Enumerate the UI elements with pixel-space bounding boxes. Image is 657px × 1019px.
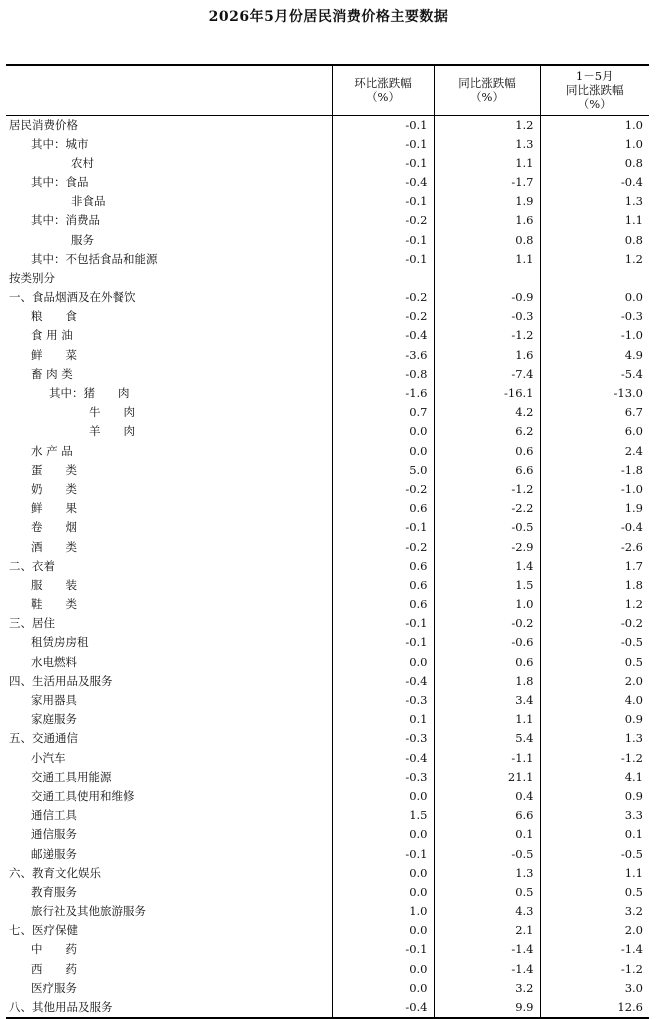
yoy-value: -0.9 bbox=[434, 288, 540, 307]
ytd-yoy-value: 0.1 bbox=[540, 825, 649, 844]
row-label: 其中：城市 bbox=[31, 136, 89, 151]
yoy-value: 1.1 bbox=[434, 710, 540, 729]
ytd-yoy-value bbox=[540, 269, 649, 288]
row-label: 旅行社及其他旅游服务 bbox=[31, 904, 146, 919]
mom-value: -0.1 bbox=[332, 844, 434, 863]
mom-value: -0.2 bbox=[332, 480, 434, 499]
mom-value: -0.8 bbox=[332, 365, 434, 384]
mom-value: 0.6 bbox=[332, 499, 434, 518]
header-mom-label: 环比涨跌幅 bbox=[354, 76, 412, 91]
mom-value: -0.1 bbox=[332, 250, 434, 269]
row-label: 通信工具 bbox=[31, 808, 77, 823]
mom-value: -0.1 bbox=[332, 614, 434, 633]
table-row bbox=[6, 787, 649, 806]
yoy-value: -1.2 bbox=[434, 326, 540, 345]
yoy-value: 6.2 bbox=[434, 422, 540, 441]
table-row bbox=[6, 883, 649, 902]
row-label: 八、其他用品及服务 bbox=[6, 998, 332, 1018]
mom-value: 0.0 bbox=[332, 787, 434, 806]
table-row bbox=[6, 902, 649, 921]
ytd-yoy-value: 1.1 bbox=[540, 864, 649, 883]
row-label: 水 产 品 bbox=[31, 443, 73, 458]
row-label: 四、生活用品及服务 bbox=[9, 673, 113, 688]
row-label: 租赁房房租 bbox=[31, 635, 89, 650]
mom-value: -0.2 bbox=[332, 211, 434, 230]
mom-value: 0.0 bbox=[332, 825, 434, 844]
yoy-value: -0.3 bbox=[434, 307, 540, 326]
table-row bbox=[6, 384, 649, 403]
mom-value: -0.1 bbox=[332, 115, 434, 135]
ytd-yoy-value: 3.3 bbox=[540, 806, 649, 825]
yoy-value: 1.0 bbox=[434, 595, 540, 614]
ytd-yoy-value: -1.4 bbox=[540, 940, 649, 959]
table-row bbox=[6, 173, 649, 192]
row-label: 农村 bbox=[71, 155, 94, 170]
mom-value: -0.4 bbox=[332, 998, 434, 1018]
table-row bbox=[6, 211, 649, 230]
mom-value: 0.0 bbox=[332, 442, 434, 461]
ytd-yoy-value: -5.4 bbox=[540, 365, 649, 384]
table-row bbox=[6, 115, 649, 135]
row-label: 粮 食 bbox=[31, 309, 77, 324]
table-row bbox=[6, 192, 649, 211]
row-label: 水电燃料 bbox=[31, 654, 77, 669]
row-label: 服 装 bbox=[31, 577, 77, 592]
mom-value: -0.2 bbox=[332, 288, 434, 307]
table-row bbox=[6, 365, 649, 384]
table-row bbox=[6, 499, 649, 518]
header-yoy-change bbox=[434, 65, 540, 115]
mom-value: 0.0 bbox=[332, 653, 434, 672]
yoy-value: -16.1 bbox=[434, 384, 540, 403]
row-label: 非食品 bbox=[71, 194, 106, 209]
ytd-yoy-value: 1.0 bbox=[540, 115, 649, 135]
yoy-value: -0.5 bbox=[434, 844, 540, 863]
table-row bbox=[6, 442, 649, 461]
ytd-yoy-value: 3.2 bbox=[540, 902, 649, 921]
row-label: 西 药 bbox=[31, 961, 77, 976]
mom-value: 0.0 bbox=[332, 921, 434, 940]
yoy-value: -1.2 bbox=[434, 480, 540, 499]
yoy-value: 5.4 bbox=[434, 729, 540, 748]
page-title: 2026年5月份居民消费价格主要数据 bbox=[208, 9, 449, 25]
mom-value bbox=[332, 269, 434, 288]
yoy-value: 4.3 bbox=[434, 902, 540, 921]
mom-value: -3.6 bbox=[332, 346, 434, 365]
mom-value: -0.2 bbox=[332, 537, 434, 556]
table-row bbox=[6, 422, 649, 441]
table-row bbox=[6, 230, 649, 249]
yoy-value: 1.6 bbox=[434, 346, 540, 365]
table-row bbox=[6, 307, 649, 326]
ytd-yoy-value: -0.3 bbox=[540, 307, 649, 326]
row-label: 六、教育文化娱乐 bbox=[9, 865, 101, 880]
row-label: 五、交通通信 bbox=[9, 731, 78, 746]
table-row bbox=[6, 940, 649, 959]
header-yoy-label: 同比涨跌幅 bbox=[458, 76, 516, 91]
ytd-yoy-value: 0.0 bbox=[540, 288, 649, 307]
row-label: 鞋 类 bbox=[31, 597, 77, 612]
header-ytd-unit: （%） bbox=[577, 97, 612, 112]
table-row bbox=[6, 749, 649, 768]
ytd-yoy-value: -1.0 bbox=[540, 326, 649, 345]
yoy-value: 0.1 bbox=[434, 825, 540, 844]
ytd-yoy-value: 0.5 bbox=[540, 653, 649, 672]
ytd-yoy-value: -0.4 bbox=[540, 173, 649, 192]
mom-value: -0.1 bbox=[332, 940, 434, 959]
ytd-yoy-value: 0.5 bbox=[540, 883, 649, 902]
row-label: 教育服务 bbox=[31, 884, 77, 899]
row-label: 医疗服务 bbox=[31, 980, 77, 995]
row-label: 服务 bbox=[71, 232, 94, 247]
mom-value: -0.4 bbox=[332, 326, 434, 345]
ytd-yoy-value: 0.9 bbox=[540, 710, 649, 729]
yoy-value: -0.2 bbox=[434, 614, 540, 633]
yoy-value: 0.8 bbox=[434, 230, 540, 249]
mom-value: -0.1 bbox=[332, 154, 434, 173]
ytd-yoy-value: 1.2 bbox=[540, 595, 649, 614]
yoy-value: 1.1 bbox=[434, 154, 540, 173]
yoy-value: 1.5 bbox=[434, 576, 540, 595]
yoy-value: 3.2 bbox=[434, 979, 540, 998]
mom-value: -0.4 bbox=[332, 672, 434, 691]
table-row bbox=[6, 557, 649, 576]
table-row bbox=[6, 250, 649, 269]
yoy-value: 0.5 bbox=[434, 883, 540, 902]
yoy-value: 1.1 bbox=[434, 250, 540, 269]
row-label: 交通工具用能源 bbox=[31, 769, 112, 784]
mom-value: 0.0 bbox=[332, 422, 434, 441]
row-label: 鲜 果 bbox=[31, 501, 77, 516]
ytd-yoy-value: -0.5 bbox=[540, 633, 649, 652]
mom-value: -0.3 bbox=[332, 729, 434, 748]
mom-value: -0.4 bbox=[332, 749, 434, 768]
ytd-yoy-value: -1.8 bbox=[540, 461, 649, 480]
header-label-column bbox=[6, 65, 332, 115]
row-label: 通信服务 bbox=[31, 827, 77, 842]
table-row bbox=[6, 844, 649, 863]
mom-value: -0.3 bbox=[332, 768, 434, 787]
ytd-yoy-value: 1.0 bbox=[540, 135, 649, 154]
header-yoy-unit: （%） bbox=[470, 90, 504, 105]
yoy-value: -0.5 bbox=[434, 518, 540, 537]
mom-value: -0.1 bbox=[332, 230, 434, 249]
ytd-yoy-value: 1.7 bbox=[540, 557, 649, 576]
row-label: 三、居住 bbox=[9, 616, 55, 631]
mom-value: -0.1 bbox=[332, 633, 434, 652]
table-row bbox=[6, 825, 649, 844]
mom-value: -0.1 bbox=[332, 135, 434, 154]
row-label: 二、衣着 bbox=[9, 558, 55, 573]
table-row bbox=[6, 269, 649, 288]
ytd-yoy-value: -2.6 bbox=[540, 537, 649, 556]
ytd-yoy-value: 0.8 bbox=[540, 154, 649, 173]
ytd-yoy-value: 6.0 bbox=[540, 422, 649, 441]
row-label: 家庭服务 bbox=[31, 712, 77, 727]
table-row bbox=[6, 614, 649, 633]
yoy-value: 2.1 bbox=[434, 921, 540, 940]
mom-value: 0.0 bbox=[332, 979, 434, 998]
mom-value: -0.4 bbox=[332, 173, 434, 192]
header-ytd-label: 同比涨跌幅 bbox=[566, 83, 624, 98]
row-label: 小汽车 bbox=[31, 750, 66, 765]
table-row bbox=[6, 537, 649, 556]
mom-value: 0.6 bbox=[332, 595, 434, 614]
table-row bbox=[6, 768, 649, 787]
yoy-value: 1.3 bbox=[434, 864, 540, 883]
table-row bbox=[6, 326, 649, 345]
mom-value: 0.6 bbox=[332, 557, 434, 576]
table-row bbox=[6, 346, 649, 365]
table-row bbox=[6, 806, 649, 825]
table-row bbox=[6, 653, 649, 672]
yoy-value: 1.9 bbox=[434, 192, 540, 211]
yoy-value: 4.2 bbox=[434, 403, 540, 422]
yoy-value: 1.4 bbox=[434, 557, 540, 576]
yoy-value: 1.3 bbox=[434, 135, 540, 154]
ytd-yoy-value: 1.2 bbox=[540, 250, 649, 269]
ytd-yoy-value: 4.9 bbox=[540, 346, 649, 365]
yoy-value: -1.7 bbox=[434, 173, 540, 192]
ytd-yoy-value: 1.8 bbox=[540, 576, 649, 595]
row-label: 其中：猪 肉 bbox=[49, 386, 130, 401]
row-label: 家用器具 bbox=[31, 693, 77, 708]
row-label: 食 用 油 bbox=[31, 328, 73, 343]
row-label: 交通工具使用和维修 bbox=[31, 788, 135, 803]
ytd-yoy-value: 4.1 bbox=[540, 768, 649, 787]
mom-value: 1.0 bbox=[332, 902, 434, 921]
table-row bbox=[6, 403, 649, 422]
cpi-data-table bbox=[6, 64, 649, 1019]
ytd-yoy-value: 2.0 bbox=[540, 672, 649, 691]
ytd-yoy-value: 1.3 bbox=[540, 729, 649, 748]
mom-value: -0.1 bbox=[332, 518, 434, 537]
mom-value: -1.6 bbox=[332, 384, 434, 403]
ytd-yoy-value: 4.0 bbox=[540, 691, 649, 710]
ytd-yoy-value: -1.2 bbox=[540, 960, 649, 979]
mom-value: 0.7 bbox=[332, 403, 434, 422]
yoy-value: 0.4 bbox=[434, 787, 540, 806]
table-row bbox=[6, 979, 649, 998]
table-row bbox=[6, 480, 649, 499]
table-row bbox=[6, 921, 649, 940]
table-row bbox=[6, 998, 649, 1018]
table-row bbox=[6, 710, 649, 729]
ytd-yoy-value: 1.1 bbox=[540, 211, 649, 230]
row-label: 牛 肉 bbox=[89, 405, 135, 420]
mom-value: 5.0 bbox=[332, 461, 434, 480]
row-label: 奶 类 bbox=[31, 481, 77, 496]
ytd-yoy-value: 1.3 bbox=[540, 192, 649, 211]
mom-value: 1.5 bbox=[332, 806, 434, 825]
row-label: 畜 肉 类 bbox=[31, 366, 73, 381]
ytd-yoy-value: -1.0 bbox=[540, 480, 649, 499]
ytd-yoy-value: 2.4 bbox=[540, 442, 649, 461]
yoy-value: 0.6 bbox=[434, 442, 540, 461]
table-row bbox=[6, 518, 649, 537]
ytd-yoy-value: -0.2 bbox=[540, 614, 649, 633]
ytd-yoy-value: 1.9 bbox=[540, 499, 649, 518]
row-label: 蛋 类 bbox=[31, 462, 77, 477]
mom-value: -0.1 bbox=[332, 192, 434, 211]
row-label: 按类别分 bbox=[9, 270, 55, 285]
row-label: 卷 烟 bbox=[31, 520, 77, 535]
yoy-value: -2.9 bbox=[434, 537, 540, 556]
table-row bbox=[6, 154, 649, 173]
ytd-yoy-value: -1.2 bbox=[540, 749, 649, 768]
header-ytd-yoy-change bbox=[540, 65, 649, 115]
ytd-yoy-value: 2.0 bbox=[540, 921, 649, 940]
row-label: 其中：食品 bbox=[31, 174, 89, 189]
row-label: 居民消费价格 bbox=[9, 117, 78, 132]
table-row bbox=[6, 633, 649, 652]
table-row bbox=[6, 960, 649, 979]
yoy-value: -0.6 bbox=[434, 633, 540, 652]
yoy-value: 9.9 bbox=[434, 998, 540, 1018]
ytd-yoy-value: 3.0 bbox=[540, 979, 649, 998]
ytd-yoy-value: -0.4 bbox=[540, 518, 649, 537]
table-row bbox=[6, 135, 649, 154]
yoy-value: 21.1 bbox=[434, 768, 540, 787]
row-label: 酒 类 bbox=[31, 539, 77, 554]
yoy-value: -1.4 bbox=[434, 960, 540, 979]
yoy-value: 6.6 bbox=[434, 461, 540, 480]
yoy-value: 1.2 bbox=[434, 115, 540, 135]
mom-value: 0.0 bbox=[332, 864, 434, 883]
yoy-value: -7.4 bbox=[434, 365, 540, 384]
row-label: 其中：不包括食品和能源 bbox=[31, 251, 158, 266]
row-label: 中 药 bbox=[31, 942, 77, 957]
table-row bbox=[6, 691, 649, 710]
ytd-yoy-value: 6.7 bbox=[540, 403, 649, 422]
yoy-value: -2.2 bbox=[434, 499, 540, 518]
ytd-yoy-value: 0.9 bbox=[540, 787, 649, 806]
yoy-value: 1.6 bbox=[434, 211, 540, 230]
mom-value: -0.3 bbox=[332, 691, 434, 710]
table-header-row bbox=[6, 65, 649, 115]
row-label: 邮递服务 bbox=[31, 846, 77, 861]
yoy-value: 3.4 bbox=[434, 691, 540, 710]
yoy-value: 0.6 bbox=[434, 653, 540, 672]
yoy-value: 1.8 bbox=[434, 672, 540, 691]
yoy-value: 6.6 bbox=[434, 806, 540, 825]
header-mom-change bbox=[332, 65, 434, 115]
mom-value: 0.0 bbox=[332, 883, 434, 902]
table-row bbox=[6, 672, 649, 691]
row-label: 羊 肉 bbox=[89, 424, 135, 439]
ytd-yoy-value: 0.8 bbox=[540, 230, 649, 249]
mom-value: 0.6 bbox=[332, 576, 434, 595]
mom-value: 0.0 bbox=[332, 960, 434, 979]
table-row bbox=[6, 729, 649, 748]
table-row bbox=[6, 288, 649, 307]
ytd-yoy-value: -13.0 bbox=[540, 384, 649, 403]
table-row bbox=[6, 461, 649, 480]
row-label: 一、食品烟酒及在外餐饮 bbox=[9, 290, 136, 305]
mom-value: -0.2 bbox=[332, 307, 434, 326]
row-label: 鲜 菜 bbox=[31, 347, 77, 362]
ytd-yoy-value: -0.5 bbox=[540, 844, 649, 863]
table-row bbox=[6, 595, 649, 614]
row-label: 七、医疗保健 bbox=[9, 923, 78, 938]
table-row bbox=[6, 576, 649, 595]
yoy-value: -1.4 bbox=[434, 940, 540, 959]
mom-value: 0.1 bbox=[332, 710, 434, 729]
table-row bbox=[6, 864, 649, 883]
yoy-value bbox=[434, 269, 540, 288]
yoy-value: -1.1 bbox=[434, 749, 540, 768]
header-mom-unit: （%） bbox=[366, 90, 400, 105]
ytd-yoy-value: 12.6 bbox=[540, 998, 649, 1018]
row-label: 其中：消费品 bbox=[31, 213, 100, 228]
header-ytd-period: 1－5月 bbox=[575, 69, 614, 84]
